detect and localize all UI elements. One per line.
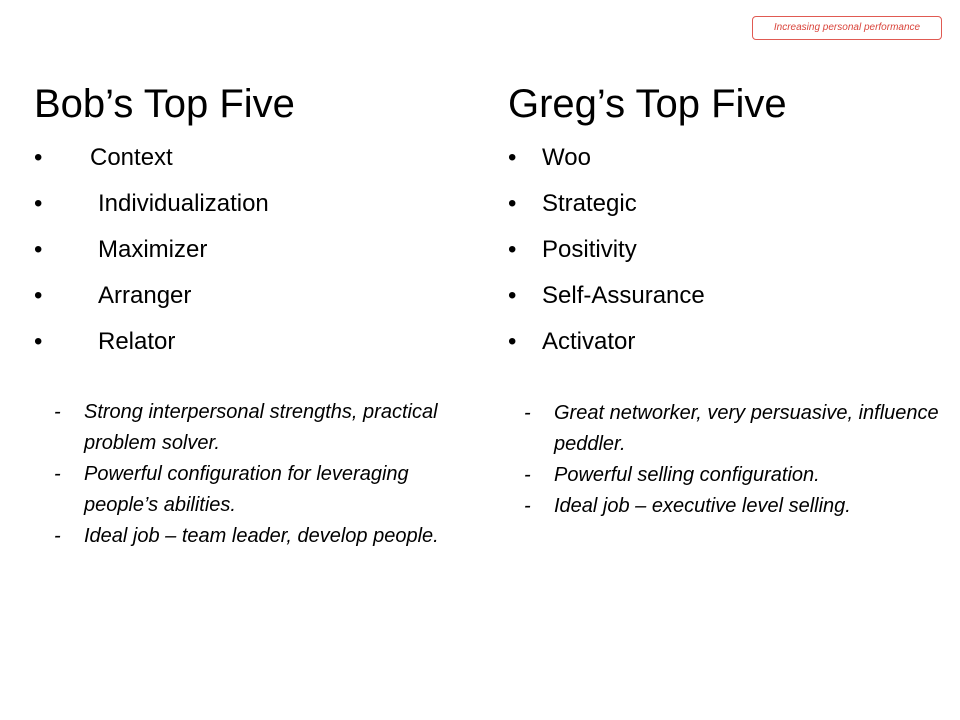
note-item	[524, 460, 944, 491]
strength-label: Self-Assurance	[542, 282, 705, 309]
greg-notes-list	[524, 398, 944, 522]
dash-icon: -	[524, 402, 531, 424]
strength-label: Context	[90, 144, 173, 171]
note-item	[524, 398, 944, 460]
note-text: Ideal job – executive level selling.	[554, 495, 851, 517]
note-item	[54, 459, 454, 521]
note-item	[54, 397, 454, 459]
dash-icon: -	[54, 401, 61, 423]
note-text: Powerful configuration for leveraging people’s abilities.	[84, 463, 409, 516]
dash-icon: -	[54, 525, 61, 547]
bullet-icon: •	[508, 328, 517, 355]
dash-icon: -	[524, 464, 531, 486]
note-text: Powerful selling configuration.	[554, 464, 820, 486]
note-text: Strong interpersonal strengths, practical problem solver.	[84, 401, 438, 454]
bob-title: Bob’s Top Five	[34, 82, 295, 126]
dash-icon: -	[524, 495, 531, 517]
note-item	[524, 491, 944, 522]
strength-label: Woo	[542, 144, 591, 171]
strength-label: Positivity	[542, 236, 637, 263]
bullet-icon: •	[508, 282, 517, 309]
dash-icon: -	[54, 463, 61, 485]
note-text: Ideal job – team leader, develop people.	[84, 525, 439, 547]
bullet-icon: •	[34, 144, 43, 171]
strength-label: Individualization	[98, 190, 269, 217]
bullet-icon: •	[34, 328, 43, 355]
strength-label: Relator	[98, 328, 176, 355]
bullet-icon: •	[34, 190, 43, 217]
section-tag: Increasing personal performance	[752, 16, 942, 40]
note-item	[54, 521, 454, 552]
bullet-icon: •	[508, 190, 517, 217]
bob-notes-list	[54, 397, 454, 552]
bullet-icon: •	[508, 236, 517, 263]
bullet-icon: •	[34, 236, 43, 263]
strength-label: Activator	[542, 328, 636, 355]
note-text: Great networker, very persuasive, influence peddler.	[554, 402, 939, 455]
strength-label: Strategic	[542, 190, 637, 217]
bullet-icon: •	[34, 282, 43, 309]
strength-label: Arranger	[98, 282, 192, 309]
strength-label: Maximizer	[98, 236, 208, 263]
greg-title: Greg’s Top Five	[508, 82, 787, 126]
bullet-icon: •	[508, 144, 517, 171]
